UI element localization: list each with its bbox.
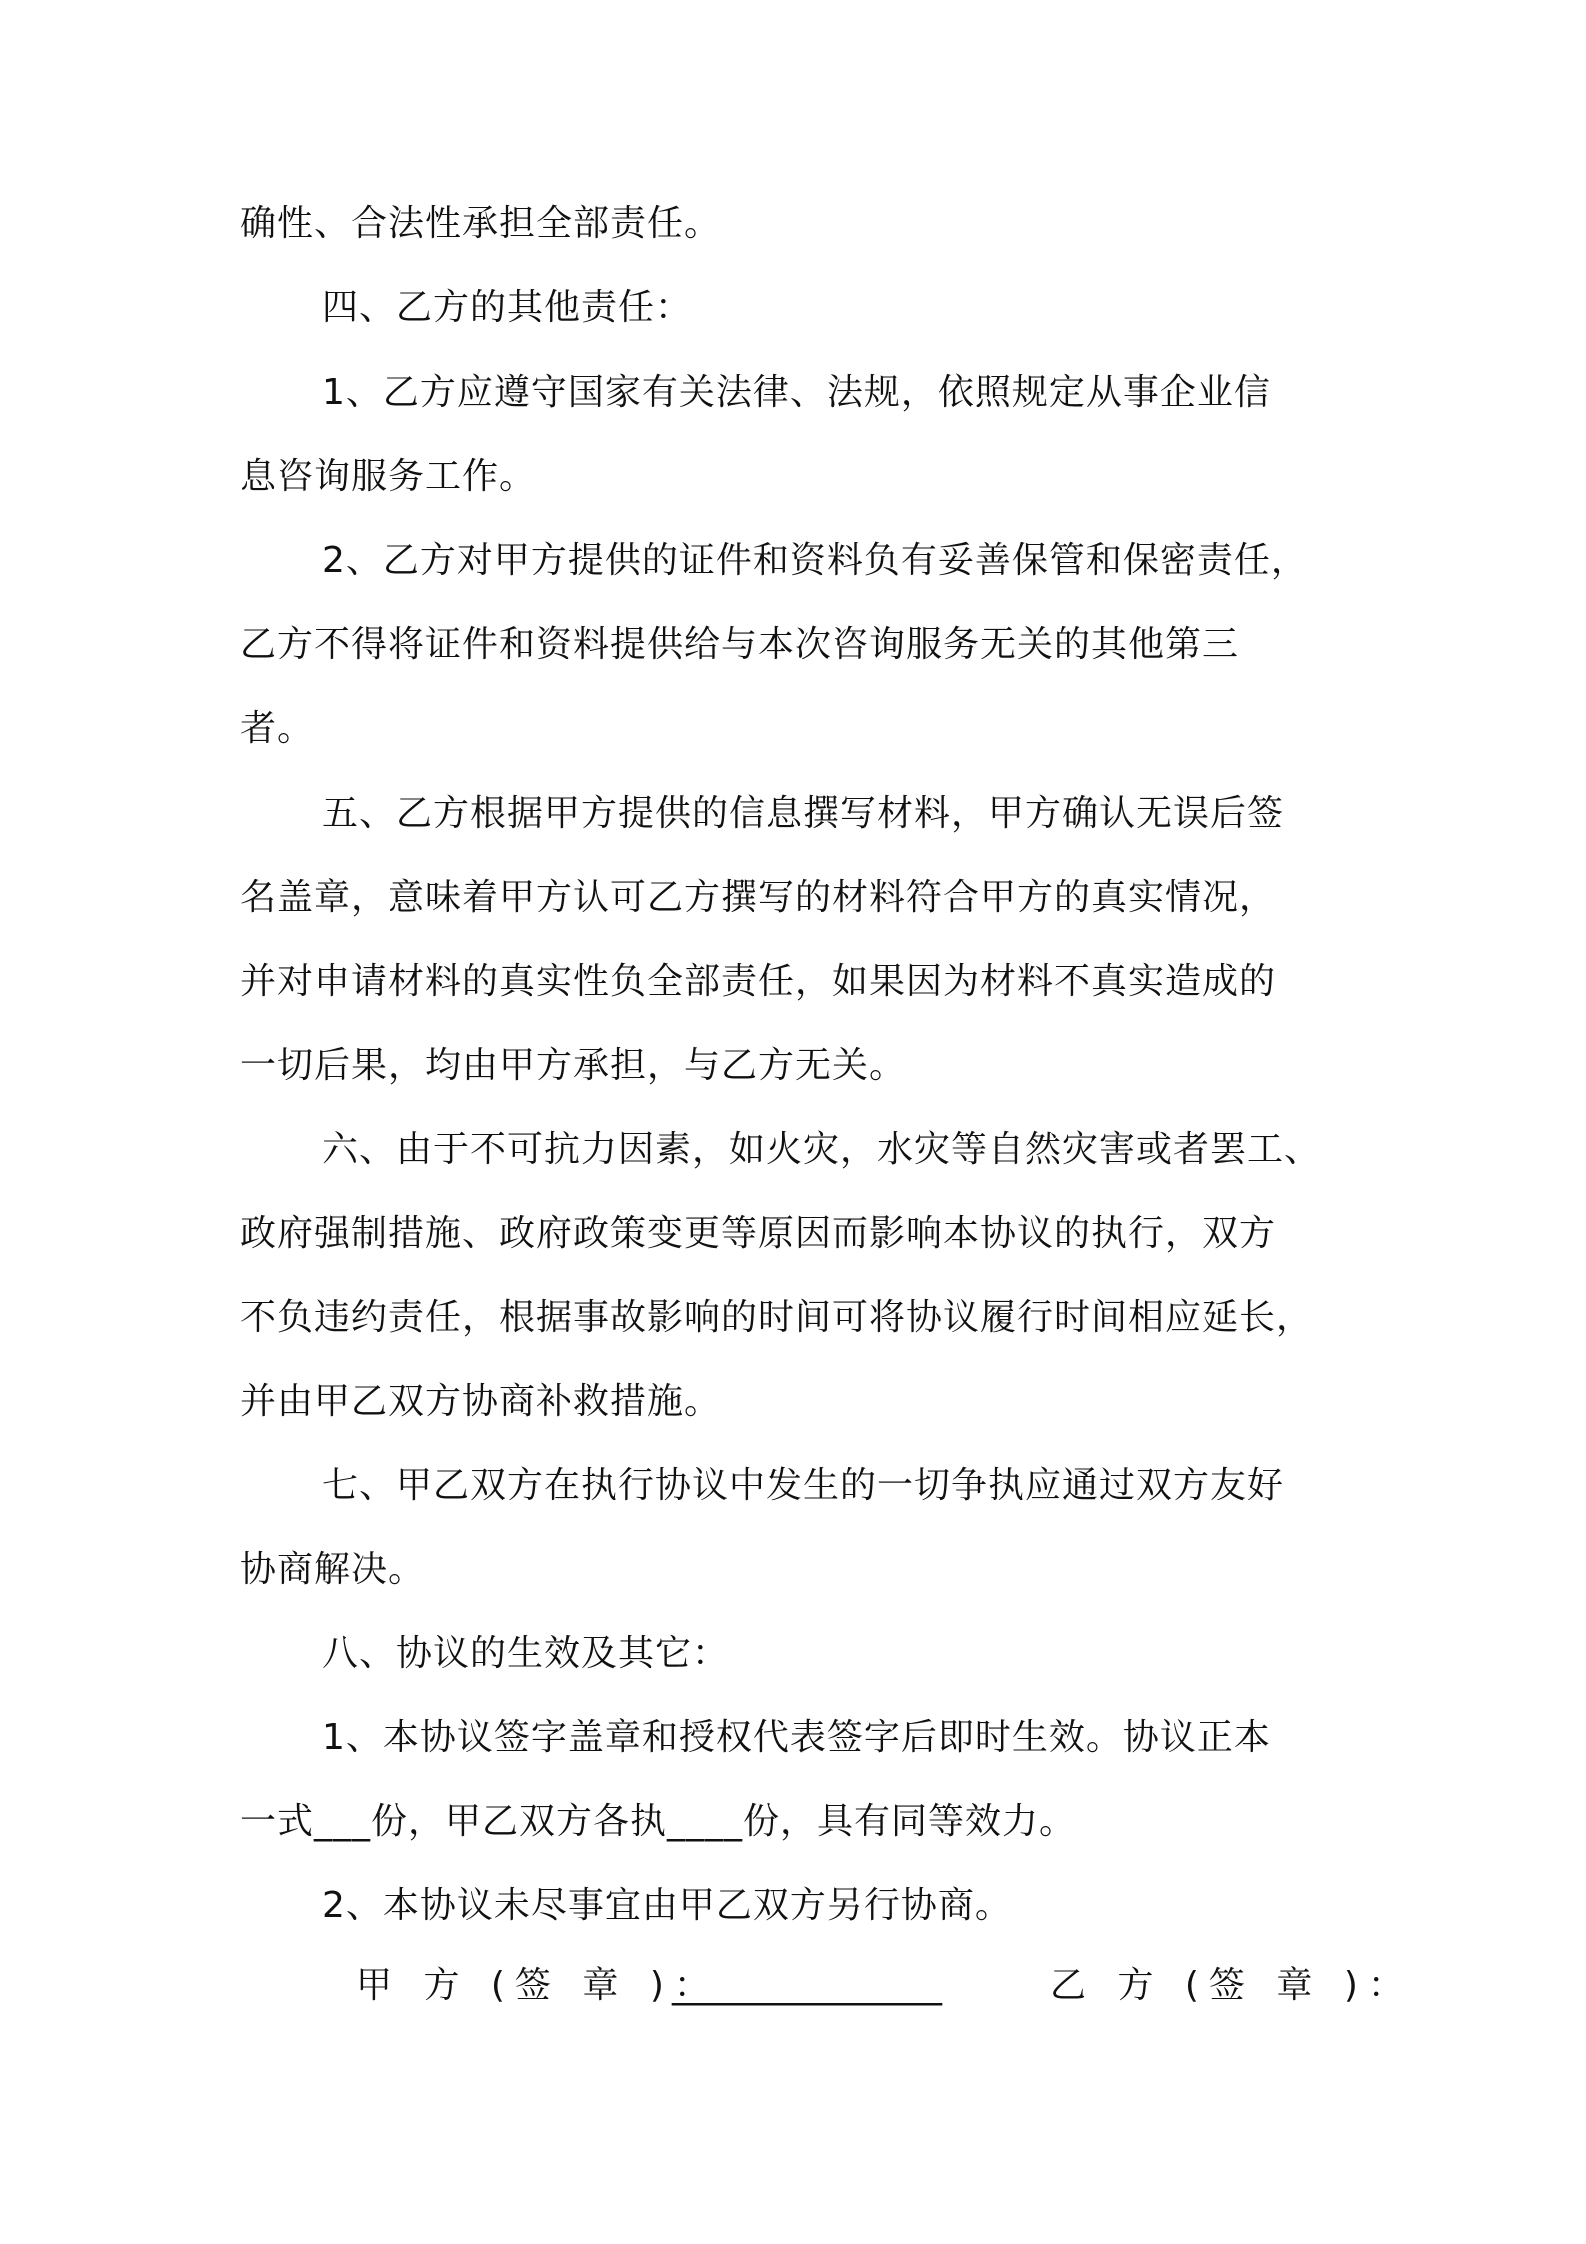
text-line: 名盖章，意味着甲方认可乙方撰写的材料符合甲方的真实情况， — [240, 877, 1277, 918]
text-line: 协商解决。 — [240, 1549, 426, 1590]
text-line: 乙方不得将证件和资料提供给与本次咨询服务无关的其他第三 — [240, 624, 1240, 665]
text-line: 息咨询服务工作。 — [240, 456, 537, 497]
text-line: 者。 — [240, 708, 315, 749]
text-line: 确性、合法性承担全部责任。 — [240, 203, 722, 244]
text-line: 政府强制措施、政府政策变更等原因而影响本协议的执行，双方 — [240, 1213, 1277, 1254]
text-line: 1、本协议签字盖章和授权代表签字后即时生效。协议正本 — [322, 1717, 1271, 1758]
text-line: 一式___份，甲乙双方各执____份，具有同等效力。 — [240, 1801, 1077, 1842]
text-line: 并由甲乙双方协商补救措施。 — [240, 1381, 722, 1422]
text-line: 六、由于不可抗力因素，如火灾，水灾等自然灾害或者罢工、 — [322, 1129, 1322, 1170]
section-heading: 四、乙方的其他责任： — [322, 287, 693, 328]
text-line: 1、乙方应遵守国家有关法律、法规，依照规定从事企业信 — [322, 372, 1271, 413]
party-a-signature-label: 甲 方 (签 章 )： — [356, 1965, 720, 2006]
text-line: 不负违约责任，根据事故影响的时间可将协议履行时间相应延长， — [240, 1297, 1314, 1338]
text-line: 五、乙方根据甲方提供的信息撰写材料，甲方确认无误后签 — [322, 793, 1285, 834]
party-b-signature-label: 乙 方 (签 章 )： — [1050, 1965, 1414, 2006]
text-line: 一切后果，均由甲方承担，与乙方无关。 — [240, 1045, 907, 1086]
text-line: 2、本协议未尽事宜由甲乙双方另行协商。 — [322, 1885, 1012, 1926]
party-a-signature-blank: _______________ — [672, 1965, 942, 2006]
text-line: 七、甲乙双方在执行协议中发生的一切争执应通过双方友好 — [322, 1465, 1285, 1506]
text-line: 并对申请材料的真实性负全部责任，如果因为材料不真实造成的 — [240, 961, 1277, 1002]
section-heading: 八、协议的生效及其它： — [322, 1633, 730, 1674]
text-line: 2、乙方对甲方提供的证件和资料负有妥善保管和保密责任， — [322, 540, 1308, 581]
